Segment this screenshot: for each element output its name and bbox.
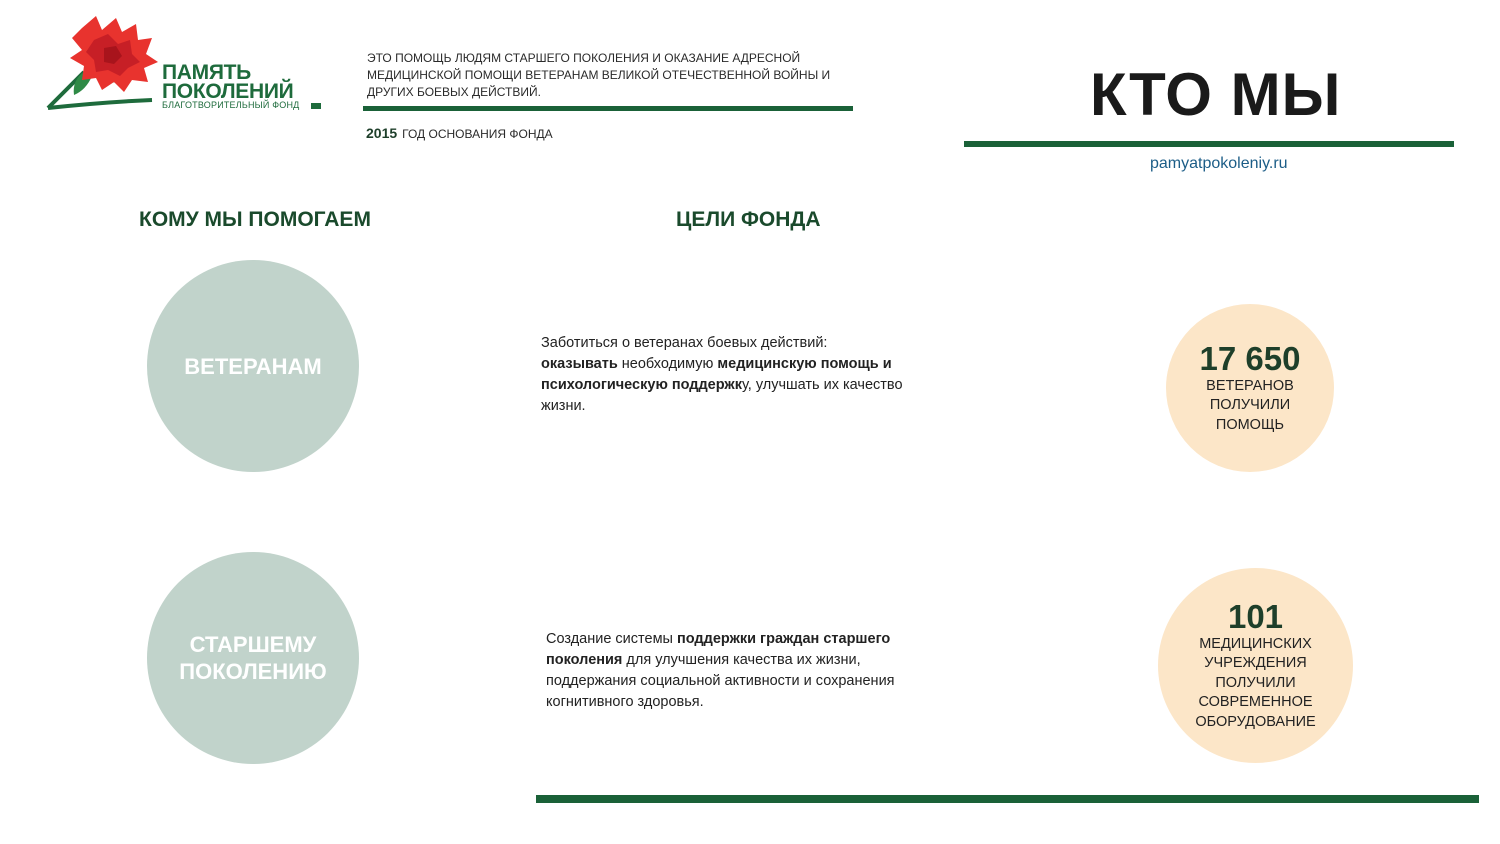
mission-statement: ЭТО ПОМОЩЬ ЛЮДЯМ СТАРШЕГО ПОКОЛЕНИЯ И ОКАЗАНИЕ АДРЕСНОЙ МЕДИЦИНСКОЙ ПОМОЩИ ВЕТЕРАНАМ ВЕЛИКОЙ ОТЕЧЕСТВЕННОЙ ВОЙНЫ И ДРУГИХ БОЕВЫХ ДЕЙСТВИЙ.	[367, 51, 831, 99]
elderly-circle	[147, 552, 359, 764]
goal1-bold-1: оказывать	[541, 356, 618, 372]
stat2-caption-3: ПОЛУЧИЛИ	[1215, 674, 1296, 691]
carnation-icon	[44, 10, 164, 115]
stat-veterans-helped	[1166, 304, 1334, 472]
goal1-text-1: необходимую	[617, 356, 718, 372]
foundation-goals-heading: ЦЕЛИ ФОНДА	[676, 208, 821, 231]
founded-label: ГОД ОСНОВАНИЯ ФОНДА	[402, 127, 553, 141]
logo-name-line1: ПАМЯТЬ	[162, 61, 251, 84]
elderly-label-line1: СТАРШЕМУ	[189, 632, 317, 657]
goal1-bold-2: медицинскую помощь и психологическую поддержк	[541, 356, 892, 393]
veterans-label: ВЕТЕРАНАМ	[184, 353, 322, 379]
stat1-caption-2: ПОЛУЧИЛИ	[1209, 397, 1291, 414]
bottom-divider	[536, 795, 1479, 803]
stat2-caption-1: МЕДИЦИНСКИХ	[1199, 635, 1312, 652]
mission-divider	[363, 106, 853, 111]
elderly-label-line2: ПОКОЛЕНИЮ	[179, 659, 327, 684]
stat2-caption-5: ОБОРУДОВАНИЕ	[1195, 713, 1316, 730]
stat2-caption-2: УЧРЕЖДЕНИЯ	[1204, 655, 1307, 672]
goal2-bold-1: поддержки граждан старшего поколения	[546, 631, 891, 668]
goal2-text-1: для улучшения качества их жизни, поддержания социальной активности и сохранения когнитивного здоровья.	[546, 652, 895, 710]
title-divider	[964, 141, 1454, 147]
page-title: КТО МЫ	[1090, 61, 1342, 128]
stat2-caption-4: СОВРЕМЕННОЕ	[1198, 694, 1313, 711]
goal-elderly-text	[546, 629, 946, 713]
logo-tagline: БЛАГОТВОРИТЕЛЬНЫЙ ФОНД	[162, 100, 300, 110]
stat-medical-institutions	[1158, 568, 1353, 763]
goal1-text-2: у, улучшать их качество жизни.	[541, 377, 903, 414]
goal2-text-0: Создание системы	[546, 631, 677, 647]
stat1-number: 17 650	[1199, 339, 1301, 377]
website-link[interactable]: pamyatpokoleniy.ru	[1150, 155, 1288, 172]
stat2-number: 101	[1227, 597, 1284, 635]
logo-bar	[311, 103, 321, 109]
founded-info	[366, 125, 553, 141]
stat1-caption-3: ПОМОЩЬ	[1215, 416, 1285, 433]
stat1-caption-1: ВЕТЕРАНОВ	[1206, 377, 1294, 394]
goal1-intro: Заботиться о ветеранах боевых действий:	[541, 335, 828, 351]
logo-name-line2: ПОКОЛЕНИЙ	[162, 80, 294, 103]
foundation-logo	[44, 10, 334, 120]
goal-veterans-text	[541, 333, 941, 417]
who-we-help-heading: КОМУ МЫ ПОМОГАЕМ	[139, 208, 371, 231]
veterans-circle	[147, 260, 359, 472]
founded-year: 2015	[366, 125, 398, 141]
